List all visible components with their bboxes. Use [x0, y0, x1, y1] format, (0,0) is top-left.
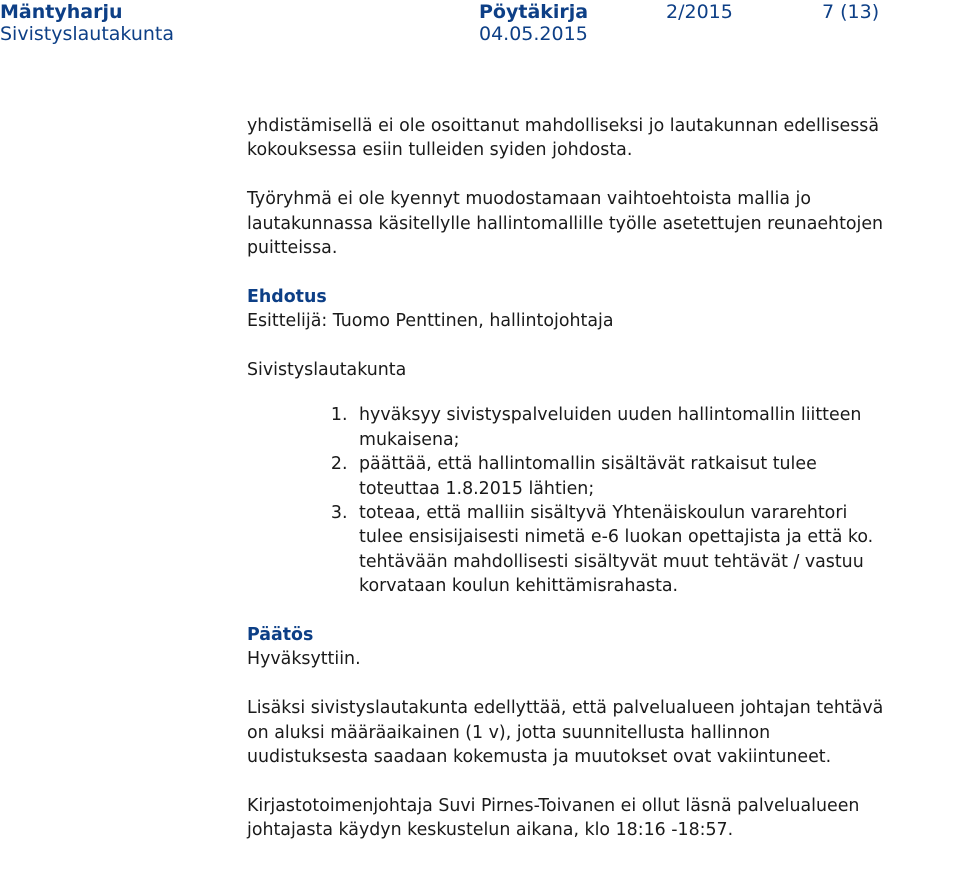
paatos-heading: Päätös	[247, 625, 314, 646]
proposal-list	[247, 403, 887, 598]
document-type: Pöytäkirja	[479, 1, 589, 23]
paragraph-intro: yhdistämisellä ei ole osoittanut mahdolliseksi jo lautakunnan edellisessä kokouksessa esiin tulleiden syiden johdosta.	[247, 116, 880, 161]
page-number: 7 (13)	[822, 1, 880, 23]
list-item: 2. päättää, että hallintomallin sisältävät ratkaisut tulee toteuttaa 1.8.2015 lähtien;	[353, 452, 887, 501]
meeting-date: 04.05.2015	[479, 23, 588, 45]
paragraph-absence-note: Kirjastotoimenjohtaja Suvi Pirnes-Toivanen ei ollut läsnä palvelualueen johtajasta käydyn keskustelun aikana, klo 18:16 -18:57.	[247, 795, 860, 841]
presenter-line: Esittelijä: Tuomo Penttinen, hallintojohtaja	[247, 311, 614, 332]
document-body	[247, 114, 887, 843]
ehdotus-heading: Ehdotus	[247, 286, 327, 307]
list-item: 1. hyväksyy sivistyspalveluiden uuden hallintomallin liitteen mukaisena;	[353, 403, 887, 452]
committee-name: Sivistyslautakunta	[247, 360, 407, 381]
paragraph-working-group: Työryhmä ei ole kyennyt muodostamaan vaihtoehtoista mallia jo lautakunnassa käsitellylle hallintomallille työlle asetettujen reunaehtojen puitteissa.	[247, 189, 884, 259]
document-number: 2/2015	[666, 1, 733, 23]
paragraph-additional: Lisäksi sivistyslautakunta edellyttää, että palvelualueen johtajan tehtävä on aluksi määräaikainen (1 v), jotta suunnitellusta hallinnon uudistuksesta saadaan kokemusta ja muutokset ovat vakiintuneet.	[247, 698, 884, 768]
body-name: Sivistyslautakunta	[0, 23, 175, 45]
list-item: 3. toteaa, että malliin sisältyvä Yhtenäiskoulun vararehtori tulee ensisijaisesti nimetä e-6 luokan opettajista ja että ko. tehtävään mahdollisesti sisältyvät muut tehtävät / vastuu korvataan koulun kehittämisrahasta.	[353, 501, 887, 599]
decision-text: Hyväksyttiin.	[247, 649, 361, 670]
org-name: Mäntyharju	[0, 1, 123, 23]
